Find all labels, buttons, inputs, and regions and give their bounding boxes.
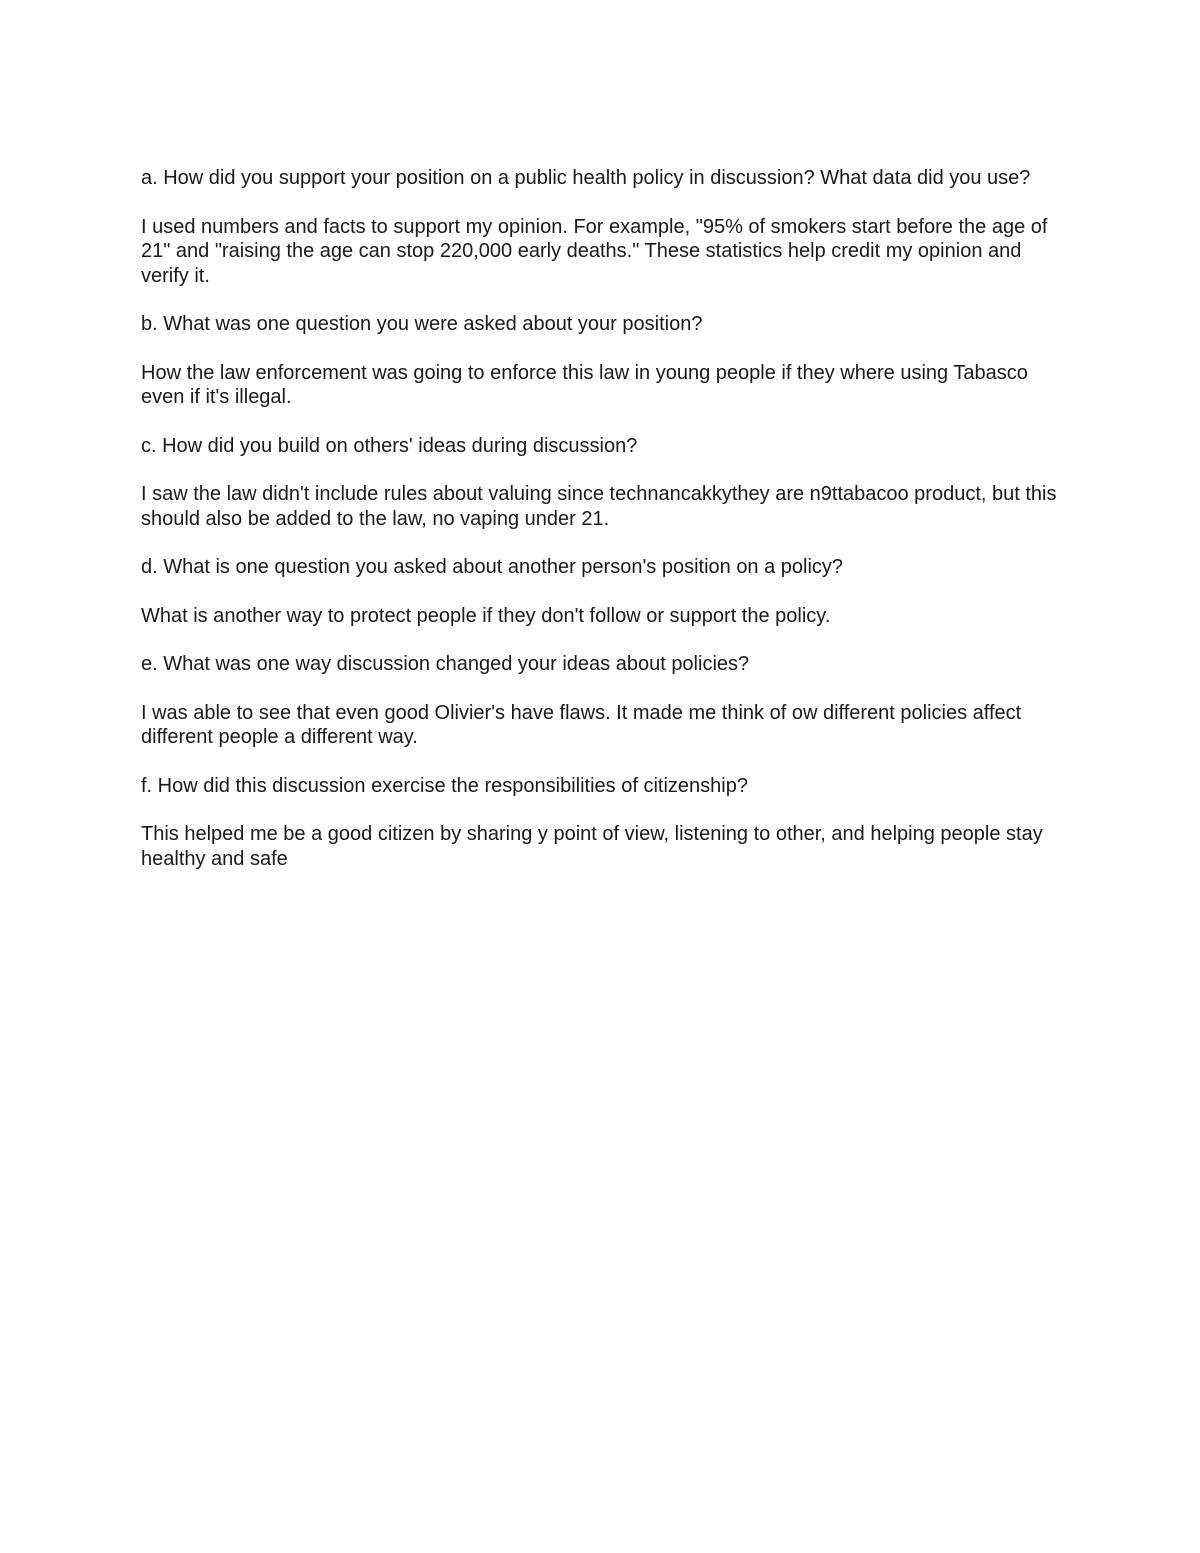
answer-f: This helped me be a good citizen by sharing y point of view, listening to other, and helping people stay healthy and safe xyxy=(141,823,1043,870)
question-b: b. What was one question you were asked about your position? xyxy=(141,313,703,335)
question-e: e. What was one way discussion changed your ideas about policies? xyxy=(141,653,750,675)
question-a: a. How did you support your position on a public health policy in discussion? What data did you use? xyxy=(141,167,1031,189)
answer-e: I was able to see that even good Olivier's have flaws. It made me think of ow different policies affect different people a different way. xyxy=(141,701,1022,748)
question-f: f. How did this discussion exercise the responsibilities of citizenship? xyxy=(141,774,748,797)
document-body xyxy=(141,166,1061,895)
question-c: c. How did you build on others' ideas during discussion? xyxy=(141,434,638,457)
answer-b: How the law enforcement was going to enforce this law in young people if they where using Tabasco even if it's illegal. xyxy=(141,361,1028,408)
question-d: d. What is one question you asked about another person's position on a policy? xyxy=(141,556,844,578)
answer-a: I used numbers and facts to support my opinion. For example, "95% of smokers start before the age of 21" and "raising the age can stop 220,000 early deaths." These statistics help credit my opinion and verify it. xyxy=(141,215,1048,287)
answer-d: What is another way to protect people if they don't follow or support the policy. xyxy=(141,604,831,627)
answer-c: I saw the law didn't include rules about valuing since technancakkythey are n9ttabacoo product, but this should also be added to the law, no vaping under 21. xyxy=(141,483,1057,530)
